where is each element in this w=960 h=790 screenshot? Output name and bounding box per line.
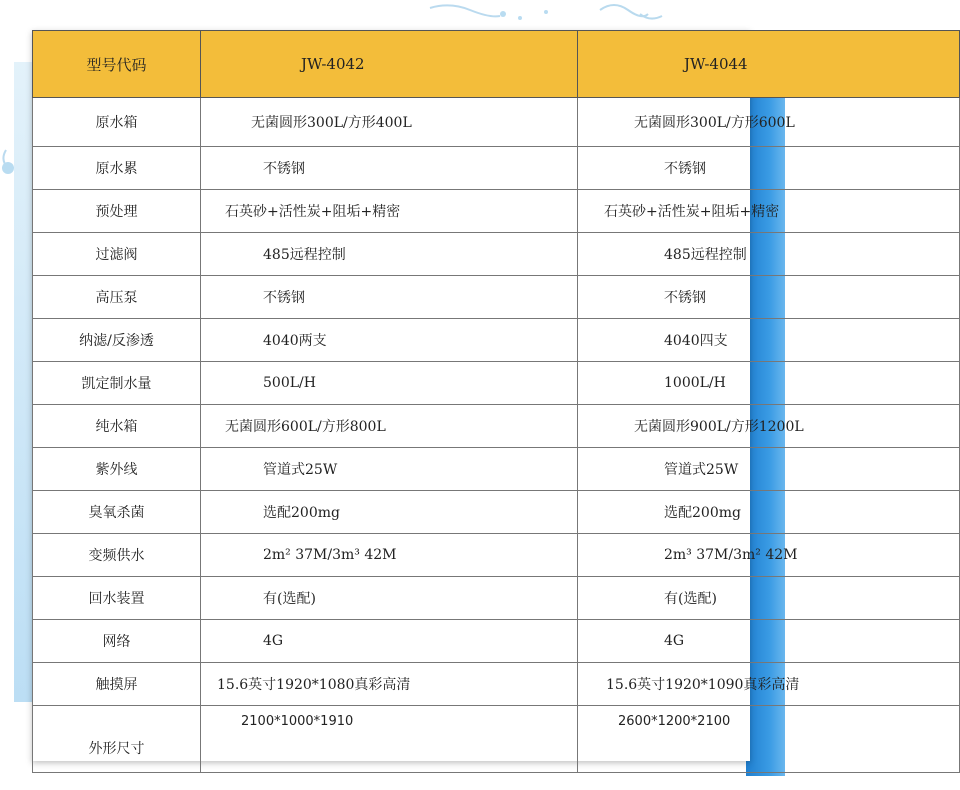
table-row bbox=[33, 663, 960, 706]
table-row bbox=[33, 706, 960, 773]
row-value-model-2: 不锈钢 bbox=[578, 276, 960, 319]
row-value-model-2: 无菌圆形300L/方形600L bbox=[578, 98, 960, 147]
row-value-model-2: 485远程控制 bbox=[578, 233, 960, 276]
table-row bbox=[33, 448, 960, 491]
row-value-model-1: 2100*1000*1910 bbox=[201, 706, 578, 773]
table-row bbox=[33, 276, 960, 319]
table-row bbox=[33, 362, 960, 405]
row-label: 纳滤/反渗透 bbox=[33, 319, 201, 362]
row-value-model-1: 选配200mg bbox=[201, 491, 578, 534]
row-value-model-2: 15.6英寸1920*1090真彩高清 bbox=[578, 663, 960, 706]
row-value-model-2: 有(选配) bbox=[578, 577, 960, 620]
row-value-model-2: 2m³ 37M/3m² 42M bbox=[578, 534, 960, 577]
row-label: 臭氧杀菌 bbox=[33, 491, 201, 534]
row-label: 触摸屏 bbox=[33, 663, 201, 706]
row-value-model-1: 4G bbox=[201, 620, 578, 663]
row-value-model-1: 15.6英寸1920*1080真彩高清 bbox=[201, 663, 578, 706]
table-row bbox=[33, 319, 960, 362]
row-label: 紫外线 bbox=[33, 448, 201, 491]
row-label: 变频供水 bbox=[33, 534, 201, 577]
row-label: 凯定制水量 bbox=[33, 362, 201, 405]
row-value-model-1: 不锈钢 bbox=[201, 147, 578, 190]
table-header-row bbox=[33, 31, 960, 98]
table-row bbox=[33, 98, 960, 147]
row-value-model-1: 不锈钢 bbox=[201, 276, 578, 319]
table-row bbox=[33, 190, 960, 233]
row-value-model-2: 2600*1200*2100 bbox=[578, 706, 960, 773]
row-value-model-2: 石英砂+活性炭+阻垢+精密 bbox=[578, 190, 960, 233]
row-value-model-2: 1000L/H bbox=[578, 362, 960, 405]
row-label: 网络 bbox=[33, 620, 201, 663]
row-value-model-1: 无菌圆形300L/方形400L bbox=[201, 98, 578, 147]
row-value-model-1: 石英砂+活性炭+阻垢+精密 bbox=[201, 190, 578, 233]
row-value-model-1: 无菌圆形600L/方形800L bbox=[201, 405, 578, 448]
row-value-model-1: 2m² 37M/3m³ 42M bbox=[201, 534, 578, 577]
table-row bbox=[33, 233, 960, 276]
table-row bbox=[33, 577, 960, 620]
row-value-model-2: 无菌圆形900L/方形1200L bbox=[578, 405, 960, 448]
header-cell-model-1: JW-4042 bbox=[201, 31, 578, 98]
left-accent-band bbox=[14, 62, 34, 702]
row-value-model-2: 不锈钢 bbox=[578, 147, 960, 190]
header-cell-model-2: JW-4044 bbox=[578, 31, 960, 98]
row-value-model-1: 4040两支 bbox=[201, 319, 578, 362]
row-label: 原水箱 bbox=[33, 98, 201, 147]
row-value-model-2: 4040四支 bbox=[578, 319, 960, 362]
row-value-model-2: 选配200mg bbox=[578, 491, 960, 534]
table-row bbox=[33, 491, 960, 534]
row-label: 纯水箱 bbox=[33, 405, 201, 448]
spec-table bbox=[32, 30, 960, 773]
row-label: 外形尺寸 bbox=[33, 706, 201, 773]
table-row bbox=[33, 147, 960, 190]
row-value-model-2: 管道式25W bbox=[578, 448, 960, 491]
row-label: 高压泵 bbox=[33, 276, 201, 319]
row-value-model-1: 500L/H bbox=[201, 362, 578, 405]
row-label: 原水累 bbox=[33, 147, 201, 190]
row-value-model-1: 管道式25W bbox=[201, 448, 578, 491]
table-row bbox=[33, 405, 960, 448]
row-value-model-1: 有(选配) bbox=[201, 577, 578, 620]
header-cell-label: 型号代码 bbox=[33, 31, 201, 98]
row-label: 过滤阀 bbox=[33, 233, 201, 276]
row-value-model-1: 485远程控制 bbox=[201, 233, 578, 276]
row-label: 预处理 bbox=[33, 190, 201, 233]
row-value-model-2: 4G bbox=[578, 620, 960, 663]
table-row bbox=[33, 620, 960, 663]
table-row bbox=[33, 534, 960, 577]
row-label: 回水装置 bbox=[33, 577, 201, 620]
